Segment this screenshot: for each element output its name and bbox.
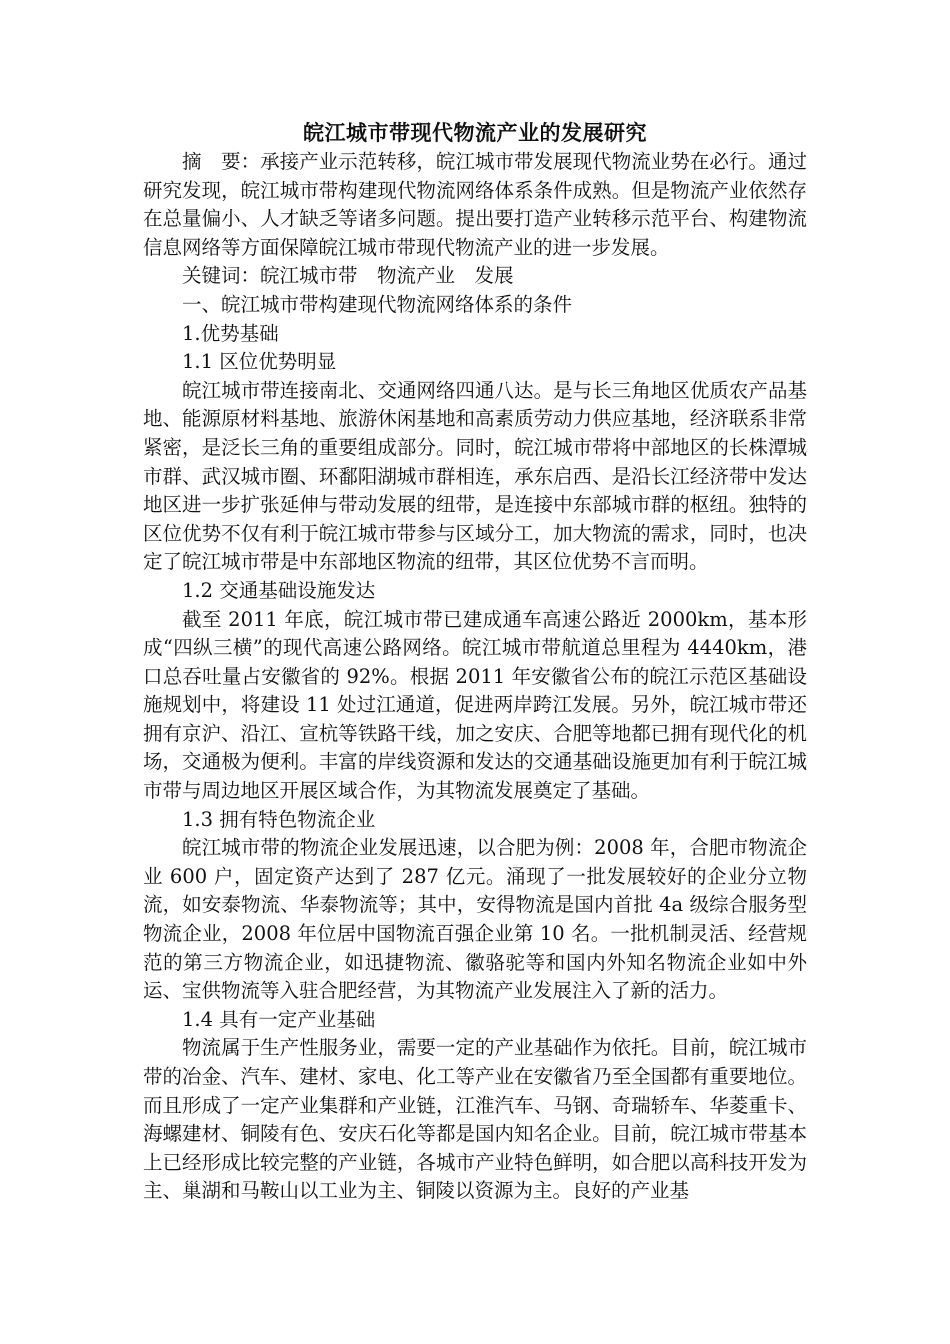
- subsection-heading-1-4: 1.4 具有一定产业基础: [182, 1007, 376, 1031]
- subsection-heading-1-1: 1.1 区位优势明显: [182, 350, 337, 374]
- body-paragraph-1-1: 皖江城市带连接南北、交通网络四通八达。是与长三角地区优质农产品基地、能源原材料基地、旅游休闲基地和高素质劳动力供应基地，经济联系非常紧密，是泛长三角的重要组成部分。同时，皖江城市带将中部地区的长株潭城市群、武汉城市圈、环鄱阳湖城市群相连，承东启西、是沿长江经济带中发达地区进一步扩张延伸与带动发展的纽带，是连接中东部城市群的枢纽。独特的区位优势不仅有利于皖江城市带参与区域分工，加大物流的需求，同时，也决定了皖江城市带是中东部地区物流的纽带，其区位优势不言而明。: [143, 378, 807, 574]
- document-title: 皖江城市带现代物流产业的发展研究: [303, 120, 647, 145]
- subsection-heading-1: 1.优势基础: [182, 321, 279, 345]
- keywords-line: 关键词：皖江城市带 物流产业 发展: [182, 264, 514, 288]
- abstract-paragraph: 摘 要：承接产业示范转移，皖江城市带发展现代物流业势在必行。通过研究发现，皖江城市带构建现代物流网络体系条件成熟。但是物流产业依然存在总量偏小、人才缺乏等诸多问题。提出要打造产业转移示范平台、构建物流信息网络等方面保障皖江城市带现代物流产业的进一步发展。: [143, 150, 807, 259]
- body-paragraph-1-4: 物流属于生产性服务业，需要一定的产业基础作为依托。目前，皖江城市带的冶金、汽车、建材、家电、化工等产业在安徽省乃至全国都有重要地位。而且形成了一定产业集群和产业链，江淮汽车、马钢、奇瑞轿车、华菱重卡、海螺建材、铜陵有色、安庆石化等都是国内知名企业。目前，皖江城市带基本上已经形成比较完整的产业链，各城市产业特色鲜明，如合肥以高科技开发为主、巢湖和马鞍山以工业为主、铜陵以资源为主。良好的产业基: [143, 1036, 807, 1203]
- subsection-heading-1-3: 1.3 拥有特色物流企业: [182, 807, 376, 831]
- document-page: [143, 118, 807, 1206]
- body-paragraph-1-3: 皖江城市带的物流企业发展迅速，以合肥为例：2008 年，合肥市物流企业 600 户，固定资产达到了 287 亿元。涌现了一批发展较好的企业分立物流，如安泰物流、华泰物流等；其中，安得物流是国内首批 4a 级综合服务型物流企业，2008 年位居中国物流百强企业第 10 名。一批机制灵活、经营规范的第三方物流企业，如迅捷物流、徽骆驼等和国内外知名物流企业如中外运、宝供物流等入驻合肥经营，为其物流产业发展注入了新的活力。: [143, 836, 807, 1003]
- subsection-heading-1-2: 1.2 交通基础设施发达: [182, 578, 376, 602]
- body-paragraph-1-2: 截至 2011 年底，皖江城市带已建成通车高速公路近 2000km，基本形成“四纵三横”的现代高速公路网络。皖江城市带航道总里程为 4440km，港口总吞吐量占安徽省的 92%。根据 2011 年安徽省公布的皖江示范区基础设施规划中，将建设 11 处过江通道，促进两岸跨江发展。另外，皖江城市带还拥有京沪、沿江、宣杭等铁路干线，加之安庆、合肥等地都已拥有现代化的机场，交通极为便利。丰富的岸线资源和发达的交通基础设施更加有利于皖江城市带与周边地区开展区域合作，为其物流发展奠定了基础。: [143, 607, 807, 803]
- section-heading-1: 一、皖江城市带构建现代物流网络体系的条件: [182, 292, 573, 316]
